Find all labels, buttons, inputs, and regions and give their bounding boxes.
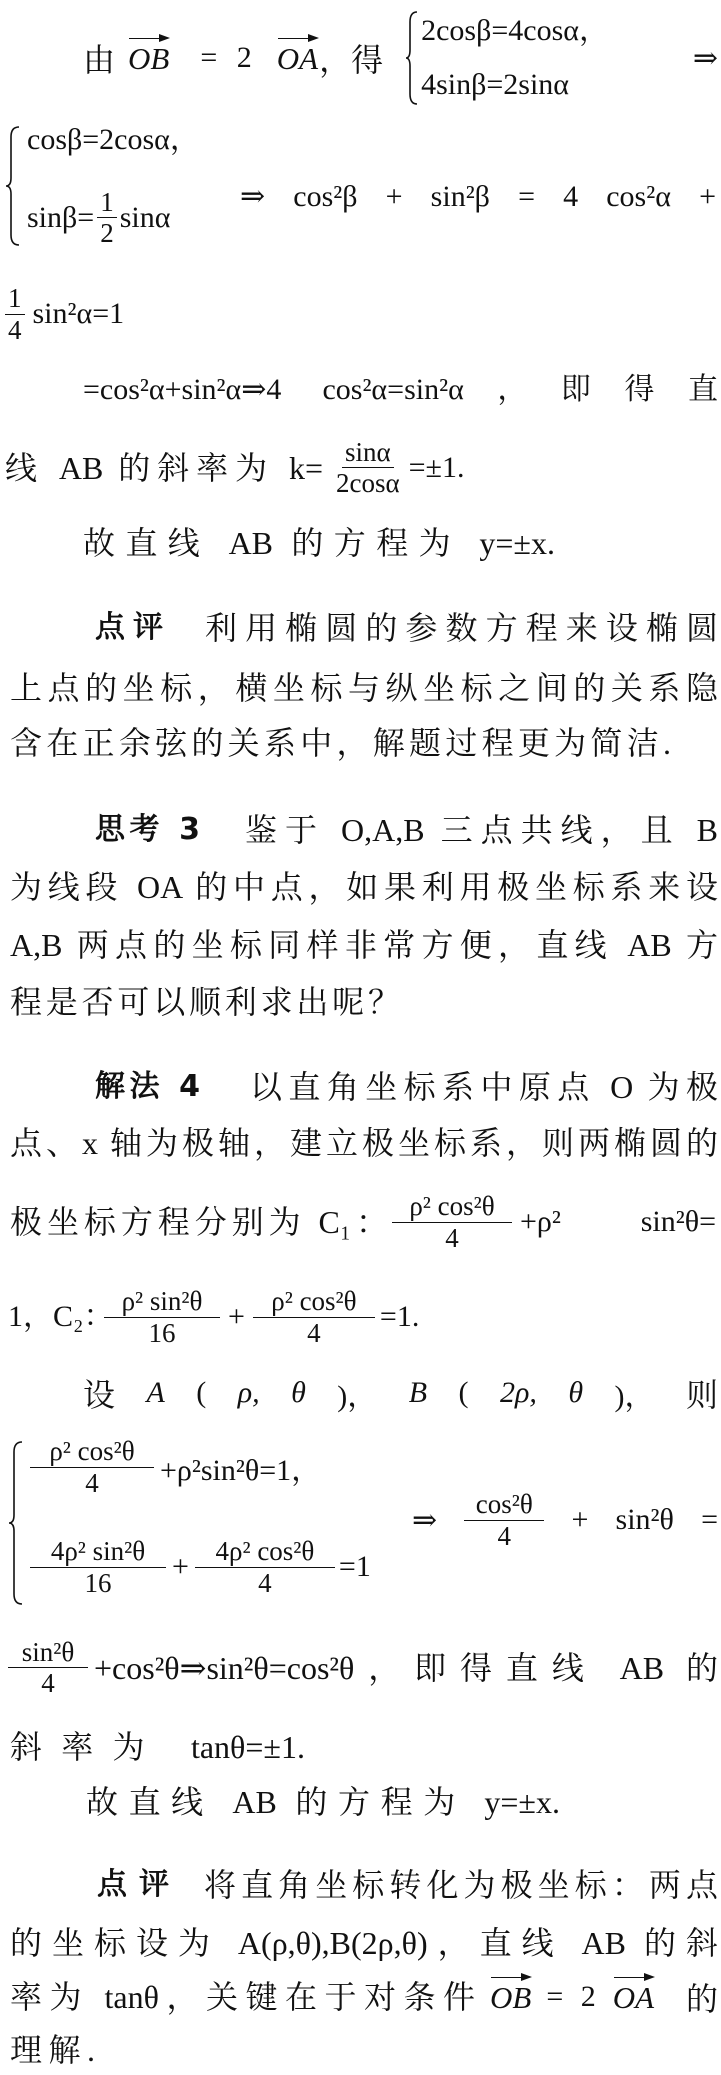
comment-line: 上点的坐标，横坐标与纵坐标之间的关系隐 (10, 670, 718, 706)
vector-ob: OB (490, 1979, 532, 2015)
slope-text: 线 AB 的斜率为 k= (5, 449, 323, 486)
implies-arrow: ⇒ (412, 1503, 438, 1537)
system-row-2 (27, 186, 171, 248)
fraction-one-half (97, 187, 117, 248)
token: θ (568, 1376, 584, 1409)
token: )， (337, 1380, 378, 1413)
denominator: 4 (85, 1467, 99, 1498)
sin-term: sin²θ (615, 1503, 674, 1536)
comment-label: 点评 (95, 610, 163, 645)
polar-equation-c1 (10, 1192, 716, 1252)
derivation-line-1 (83, 8, 718, 108)
denominator: 4 (41, 1668, 55, 1698)
thinking-line: A,B 两点的坐标同样非常方便，直线 AB 方 (10, 927, 718, 963)
derivation-line-6: 故直线 AB 的方程为 y=±x. (83, 525, 555, 561)
text-de: ，得 (319, 42, 384, 78)
fraction-c2-term1 (104, 1286, 220, 1347)
vector-oa: OA (612, 1979, 655, 2015)
vector-ob: OB (128, 40, 170, 76)
comment-line-3 (10, 1977, 718, 2017)
comment-line: 利用椭圆的参数方程来设椭圆 (205, 610, 718, 646)
token: 则 (685, 1377, 718, 1413)
c1-remainder: +ρ² sin²θ= (520, 1205, 716, 1238)
token: B (408, 1376, 428, 1409)
slope-value: =±1. (408, 450, 465, 484)
equals-sign: = (701, 1503, 718, 1536)
token: ρ, (237, 1376, 260, 1409)
polar-equation-system (8, 1438, 718, 1608)
derivation-line-3 (5, 283, 125, 345)
fraction-sin-over-4 (8, 1637, 88, 1698)
denominator: 4 (307, 1317, 321, 1348)
comment-line: 将直角坐标转化为极坐标：两点 (204, 1867, 718, 1903)
numerator: 1 (5, 283, 25, 314)
solution-line-6 (8, 1636, 718, 1698)
token: θ (291, 1376, 306, 1409)
fraction-sin-over-2cos (333, 437, 403, 498)
comment-label: 点评 (97, 1867, 169, 1902)
solution-line: 点、x 轴为极轴，建立极坐标系，则两椭圆的 (10, 1125, 718, 1161)
thinking-line: 鉴于 O,A,B 三点共线，且 B (245, 812, 718, 848)
text-de: 的 (685, 1981, 718, 2017)
numerator: ρ² cos²θ (392, 1191, 512, 1222)
derivation-line-5 (5, 436, 465, 498)
equation-system (421, 11, 609, 105)
implies-arrow: ⇒ (692, 41, 718, 75)
numerator: cos²θ (464, 1489, 544, 1520)
token: 设 (83, 1377, 116, 1413)
token: )， (614, 1380, 655, 1413)
system-row-2 (30, 1536, 371, 1598)
numerator: sin²θ (8, 1637, 88, 1668)
system-row-1 (30, 1436, 322, 1498)
solution-line-7: 斜率为 tanθ=±1. (10, 1729, 305, 1765)
token: A (146, 1376, 165, 1409)
denominator: 2 (100, 218, 114, 248)
fraction-one-quarter (5, 283, 25, 344)
plus-sign: + (228, 1300, 245, 1333)
derivation-line-4: =cos²α+sin²α⇒4 cos²α=sin²α，即得直 (83, 373, 718, 406)
thinking-line: 程是否可以顺利求出呢？ (10, 984, 400, 1020)
denominator: 2cosα (336, 468, 400, 498)
denominator: 4 (445, 1222, 459, 1253)
system-row-2: 4sinβ=2sinα (421, 68, 570, 101)
token: ( (196, 1376, 207, 1409)
fraction-row2-term2 (195, 1536, 335, 1597)
comment-line-3-text: 率为 tanθ，关键在于对条件 (10, 1979, 475, 2015)
system-row-1: cosβ=2cosα， (27, 123, 200, 156)
comment-line: 的坐标设为 A(ρ,θ),B(2ρ,θ)，直线 AB 的斜 (10, 1925, 718, 1961)
numerator: ρ² sin²θ (104, 1286, 220, 1317)
numerator: ρ² cos²θ (253, 1286, 375, 1317)
plus-sign: + (571, 1503, 589, 1536)
numerator: 4ρ² sin²θ (30, 1536, 166, 1567)
solution-line-8: 故直线 AB 的方程为 y=±x. (86, 1784, 560, 1820)
thinking-line: 为线段 OA 的中点，如果利用极坐标系来设 (10, 869, 718, 905)
numerator: 4ρ² cos²θ (195, 1536, 335, 1567)
token: 2ρ, (499, 1376, 537, 1409)
system-rhs (412, 1489, 718, 1551)
polar-equation-c2 (8, 1287, 419, 1347)
row2-left: sinβ= (27, 200, 95, 234)
fraction-c1-term1 (392, 1191, 512, 1252)
token: ( (458, 1376, 469, 1409)
solution-line-6-text: +cos²θ⇒sin²θ=cos²θ，即得直线 AB 的 (94, 1649, 718, 1686)
numerator: 1 (97, 187, 117, 218)
vector-oa: OA (276, 40, 319, 76)
denominator: 16 (84, 1567, 112, 1598)
thinking-label: 思考 3 (95, 812, 200, 847)
fraction-cos-over-4 (464, 1489, 544, 1550)
left-brace-icon (5, 125, 21, 247)
fraction-c2-term2 (253, 1286, 375, 1347)
numerator: sinα (342, 437, 394, 468)
equals-two: = 2 (200, 41, 252, 74)
row2-equals-one: =1 (338, 1550, 371, 1583)
comment-line: 含在正余弦的关系中，解题过程更为简洁. (10, 725, 671, 761)
equals-two: = 2 (546, 1980, 596, 2013)
derivation-rhs: ⇒ cos²β + sin²β = 4 cos²α + (240, 180, 716, 213)
derivation-line-2 (5, 120, 716, 250)
denominator: 4 (258, 1567, 272, 1598)
comment-line: 理解. (10, 2032, 95, 2068)
row2-right: sinα (119, 200, 171, 234)
set-points-line (83, 1373, 718, 1413)
equation-rest: sin²α=1 (32, 297, 125, 330)
text-you: 由 (83, 42, 116, 78)
numerator: ρ² cos²θ (30, 1436, 154, 1467)
polar-equation-text: 极坐标方程分别为 C₁： (10, 1204, 388, 1240)
solution-label: 解法 4 (95, 1069, 200, 1104)
plus-sign: + (172, 1550, 189, 1583)
solution-line: 以直角坐标系中原点 O 为极 (250, 1069, 718, 1105)
left-brace-icon (405, 10, 419, 106)
denominator: 16 (148, 1317, 176, 1348)
system-row-1: 2cosβ=4cosα， (421, 14, 609, 47)
fraction-row2-term1 (30, 1536, 166, 1597)
denominator: 4 (8, 314, 22, 345)
left-brace-icon (8, 1440, 24, 1606)
row1-remainder: +ρ²sin²θ=1， (160, 1454, 322, 1487)
denominator: 4 (497, 1520, 512, 1551)
fraction-row1 (30, 1436, 154, 1497)
c2-prefix: 1，C₂： (8, 1300, 114, 1333)
c2-equals-one: =1. (379, 1300, 420, 1333)
